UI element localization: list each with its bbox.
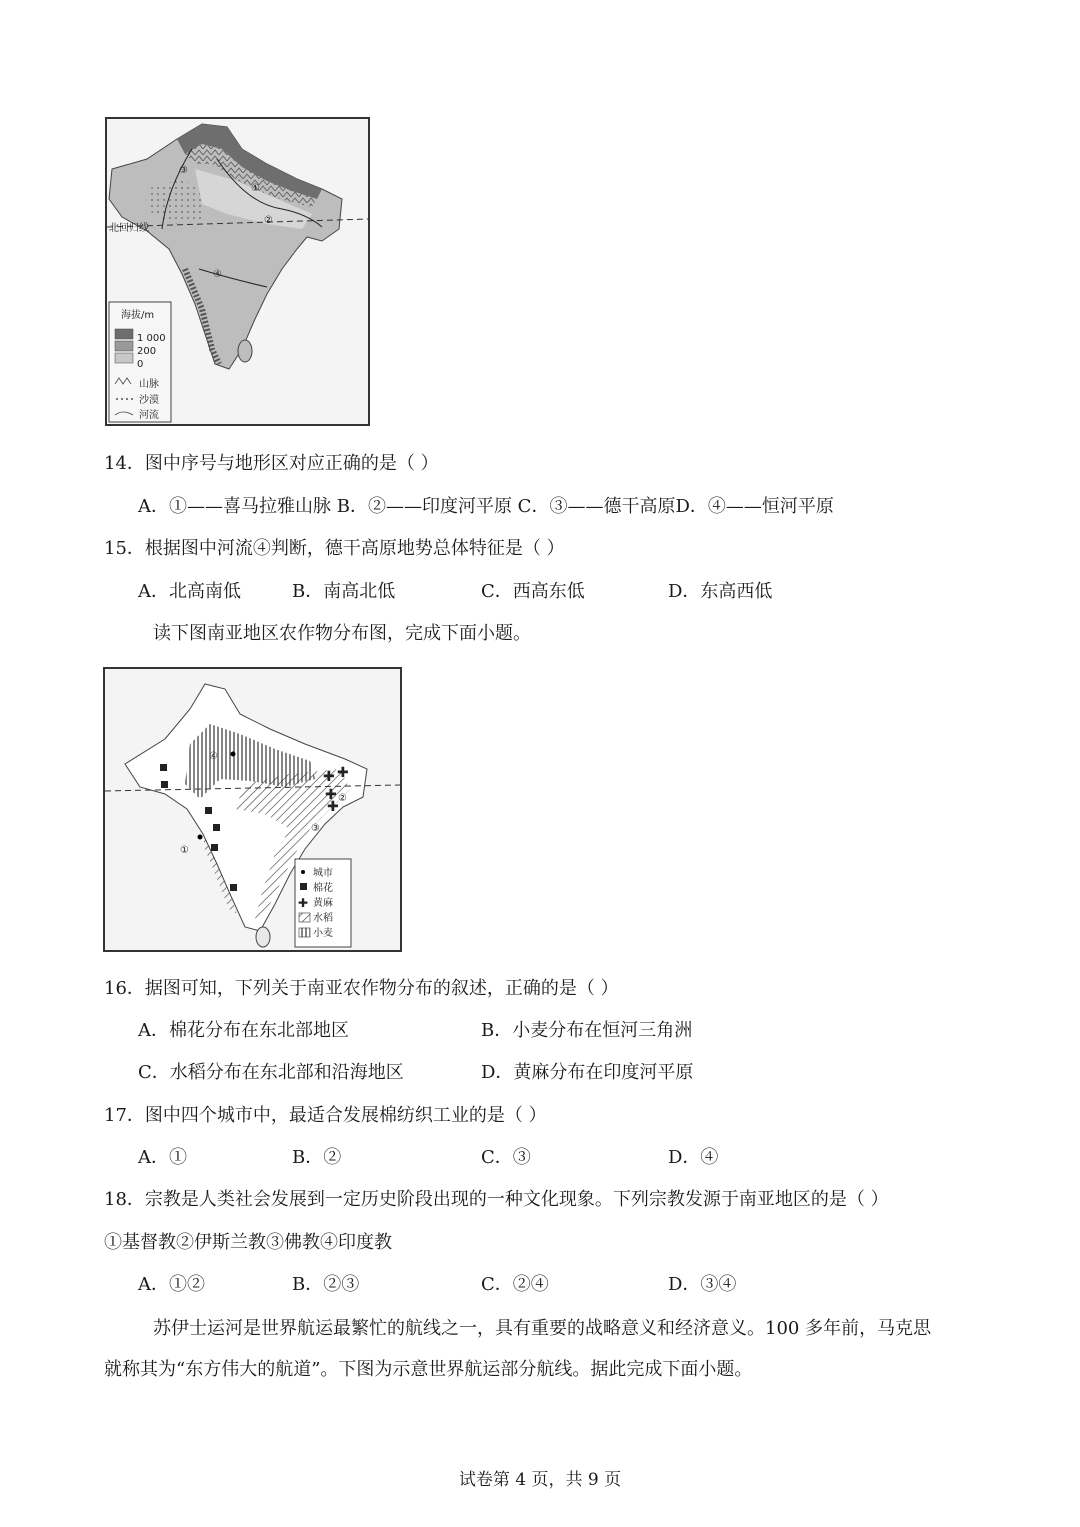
q18-items: ①基督教②伊斯兰教③佛教④印度教 — [104, 1232, 392, 1253]
q16-stem: 16．据图可知，下列关于南亚农作物分布的叙述，正确的是（ ） — [104, 978, 619, 999]
marker-1: ① — [251, 183, 260, 194]
page-footer: 试卷第 4 页，共 9 页 — [458, 1470, 622, 1490]
q18-option-a: A．①② — [138, 1274, 205, 1295]
q18-stem: 18．宗教是人类社会发展到一定历史阶段出现的一种文化现象。下列宗教发源于南亚地区的是（ ） — [104, 1189, 889, 1210]
q14-stem: 14．图中序号与地形区对应正确的是（ ） — [104, 453, 439, 474]
legend-level-0: 0 — [137, 359, 144, 370]
city-dot-4 — [231, 752, 236, 757]
relief-legend — [109, 302, 171, 422]
q17-option-b: B．② — [292, 1147, 342, 1168]
crop-legend — [295, 859, 351, 947]
legend-river: 河流 — [139, 410, 159, 421]
q16-option-b: B．小麦分布在恒河三角洲 — [481, 1020, 693, 1041]
legend-wheat: 小麦 — [313, 928, 333, 939]
sri-lanka — [256, 927, 270, 947]
marker-3: ③ — [179, 165, 188, 176]
q15-stem: 15．根据图中河流④判断，德干高原地势总体特征是（ ） — [104, 538, 565, 559]
q17-option-a: A．① — [138, 1147, 187, 1168]
svg-text:✚: ✚ — [323, 769, 335, 785]
q15-option-d: D．东高西低 — [668, 581, 773, 602]
intro-suez-line1: 苏伊士运河是世界航运最繁忙的航线之一，具有重要的战略意义和经济意义。100 多年前，马克思 — [153, 1318, 932, 1339]
svg-text:✚: ✚ — [337, 765, 349, 781]
q16-option-c: C．水稻分布在东北部和沿海地区 — [138, 1062, 404, 1083]
q18-option-d: D．③④ — [668, 1274, 737, 1295]
q16-option-d: D．黄麻分布在印度河平原 — [481, 1062, 694, 1083]
q15-option-c: C．西高东低 — [481, 581, 585, 602]
q17-stem: 17．图中四个城市中，最适合发展棉纺织工业的是（ ） — [104, 1105, 547, 1126]
legend-level-200: 200 — [137, 346, 157, 357]
q15-option-a: A．北高南低 — [138, 581, 241, 602]
sri-lanka — [238, 340, 252, 362]
legend-desert: 沙漠 — [139, 395, 159, 406]
legend-title: 海拔/m — [121, 310, 155, 321]
svg-text:✚: ✚ — [298, 896, 309, 910]
q17-option-d: D．④ — [668, 1147, 719, 1168]
marker-2: ② — [338, 793, 347, 804]
q15-option-b: B．南高北低 — [292, 581, 396, 602]
crop-map — [103, 667, 402, 952]
tropic-label: 北回归线 — [109, 223, 149, 234]
svg-text:✚: ✚ — [325, 787, 337, 803]
marker-2: ② — [264, 215, 273, 226]
relief-map — [105, 117, 370, 426]
legend-rice: 水稻 — [313, 913, 333, 924]
legend-cotton: 棉花 — [313, 883, 333, 894]
city-dot-1 — [198, 835, 203, 840]
legend-mountain: 山脉 — [139, 379, 159, 390]
marker-1: ① — [180, 845, 189, 856]
q17-option-c: C．③ — [481, 1147, 531, 1168]
q18-option-b: B．②③ — [292, 1274, 360, 1295]
marker-4: ④ — [213, 269, 222, 280]
q18-option-c: C．②④ — [481, 1274, 549, 1295]
legend-jute: 黄麻 — [313, 898, 333, 909]
q14-options: A．①——喜马拉雅山脉 B．②——印度河平原 C．③——德干高原D．④——恒河平原 — [138, 496, 834, 517]
intro-suez-line2: 就称其为“东方伟大的航道”。下图为示意世界航运部分航线。据此完成下面小题。 — [104, 1359, 753, 1380]
legend-city: 城市 — [313, 868, 333, 879]
svg-text:✚: ✚ — [327, 799, 339, 815]
marker-3: ③ — [311, 823, 320, 834]
marker-4: ④ — [209, 751, 218, 762]
intro-crop-map: 读下图南亚地区农作物分布图，完成下面小题。 — [153, 623, 531, 644]
legend-level-1000: 1 000 — [137, 333, 166, 344]
q16-option-a: A．棉花分布在东北部地区 — [138, 1020, 349, 1041]
